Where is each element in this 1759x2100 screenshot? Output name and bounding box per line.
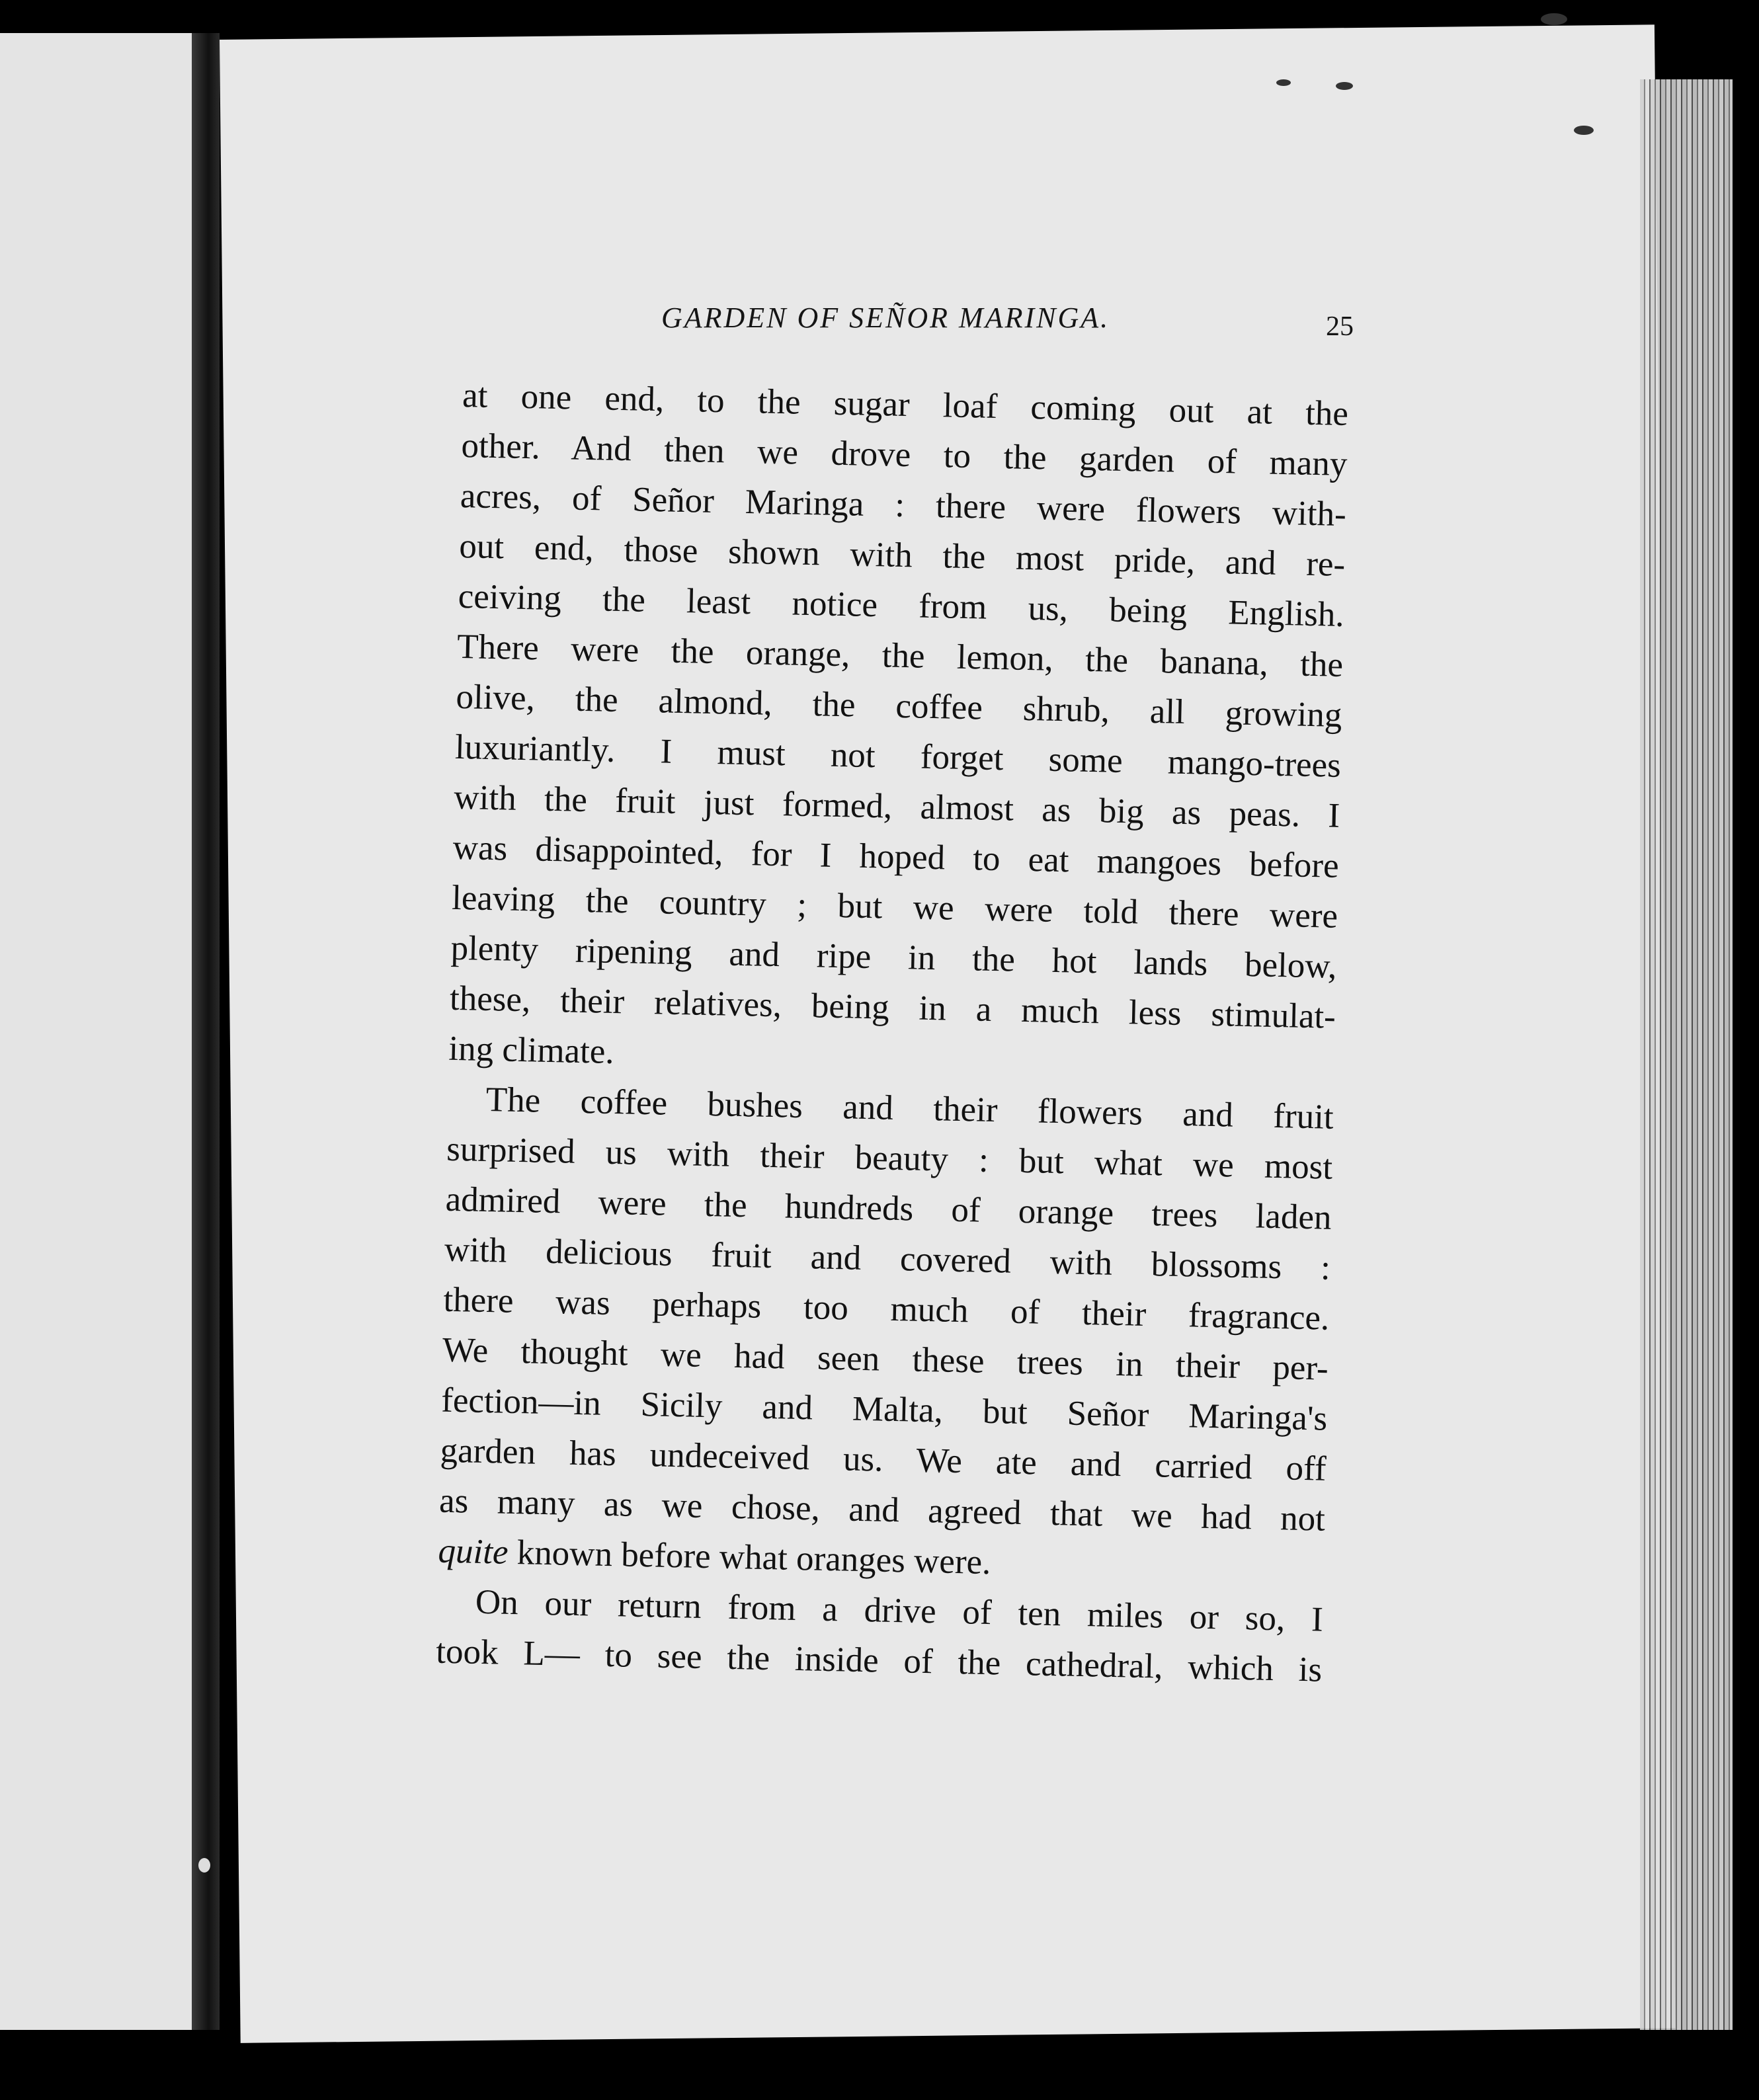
text-line: There were the orange, the lemon, the banana, the (456, 627, 1344, 684)
paragraph (448, 370, 1349, 1092)
body-text (436, 370, 1349, 1695)
text-line: as many as we chose, and agreed that we had not (438, 1481, 1326, 1539)
text-line: leaving the country ; but we were told there were (451, 878, 1338, 936)
text-line-rest: known before what oranges were. (507, 1533, 991, 1582)
text-line: acres, of Señor Maringa : there were flowers with- (460, 476, 1347, 534)
text-line: took L— to see the inside of the cathedral, which is (435, 1632, 1323, 1689)
text-line: out end, those shown with the most pride, and re- (458, 526, 1346, 584)
text-line: On our return from a drive of ten miles or so, I (475, 1582, 1324, 1639)
paragraph (436, 1576, 1324, 1695)
text-line: at one end, to the sugar loaf coming out at the (462, 376, 1349, 434)
left-facing-page (0, 33, 218, 2030)
text-line: was disappointed, for I hoped to eat mangoes before (452, 828, 1340, 885)
text-line: with the fruit just formed, almost as big as peas. I (453, 778, 1340, 835)
scan-speck (1541, 13, 1567, 25)
text-line: other. And then we drove to the garden of many (461, 426, 1348, 484)
text-line: surprised us with their beauty : but what we most (446, 1129, 1333, 1187)
text-line: ceiving the least notice from us, being English. (458, 577, 1345, 634)
text-line: garden has undeceived us. We ate and carried off (440, 1431, 1327, 1488)
text-line: luxuriantly. I must not forget some mango-trees (454, 727, 1342, 785)
scan-speck (1336, 82, 1353, 90)
text-line: ing climate. (448, 1029, 615, 1072)
text-line: The coffee bushes and their flowers and fruit (485, 1080, 1334, 1137)
scan-speck (198, 1858, 210, 1873)
text-line: fection—in Sicily and Malta, but Señor Maringa's (440, 1381, 1328, 1438)
text-line: admired were the hundreds of orange trees laden (445, 1180, 1332, 1237)
running-head: GARDEN OF SEÑOR MARINGA. (661, 302, 1110, 334)
italic-word: quite (437, 1531, 509, 1572)
scan-speck (1276, 79, 1291, 86)
text-line: We thought we had seen these trees in their per- (442, 1330, 1329, 1388)
text-line: there was perhaps too much of their fragrance. (442, 1280, 1330, 1338)
text-line: these, their relatives, being in a much less stimulat- (449, 979, 1336, 1036)
text-line: with delicious fruit and covered with blossoms : (444, 1230, 1331, 1287)
scan-speck (1574, 126, 1594, 135)
page-block-edges (1640, 79, 1733, 2030)
page-number: 25 (1326, 311, 1354, 342)
book-gutter (192, 33, 220, 2030)
paragraph (438, 1074, 1334, 1595)
text-line: plenty ripening and ripe in the hot lands below, (450, 928, 1338, 986)
text-line: olive, the almond, the coffee shrub, all growing (456, 677, 1342, 735)
